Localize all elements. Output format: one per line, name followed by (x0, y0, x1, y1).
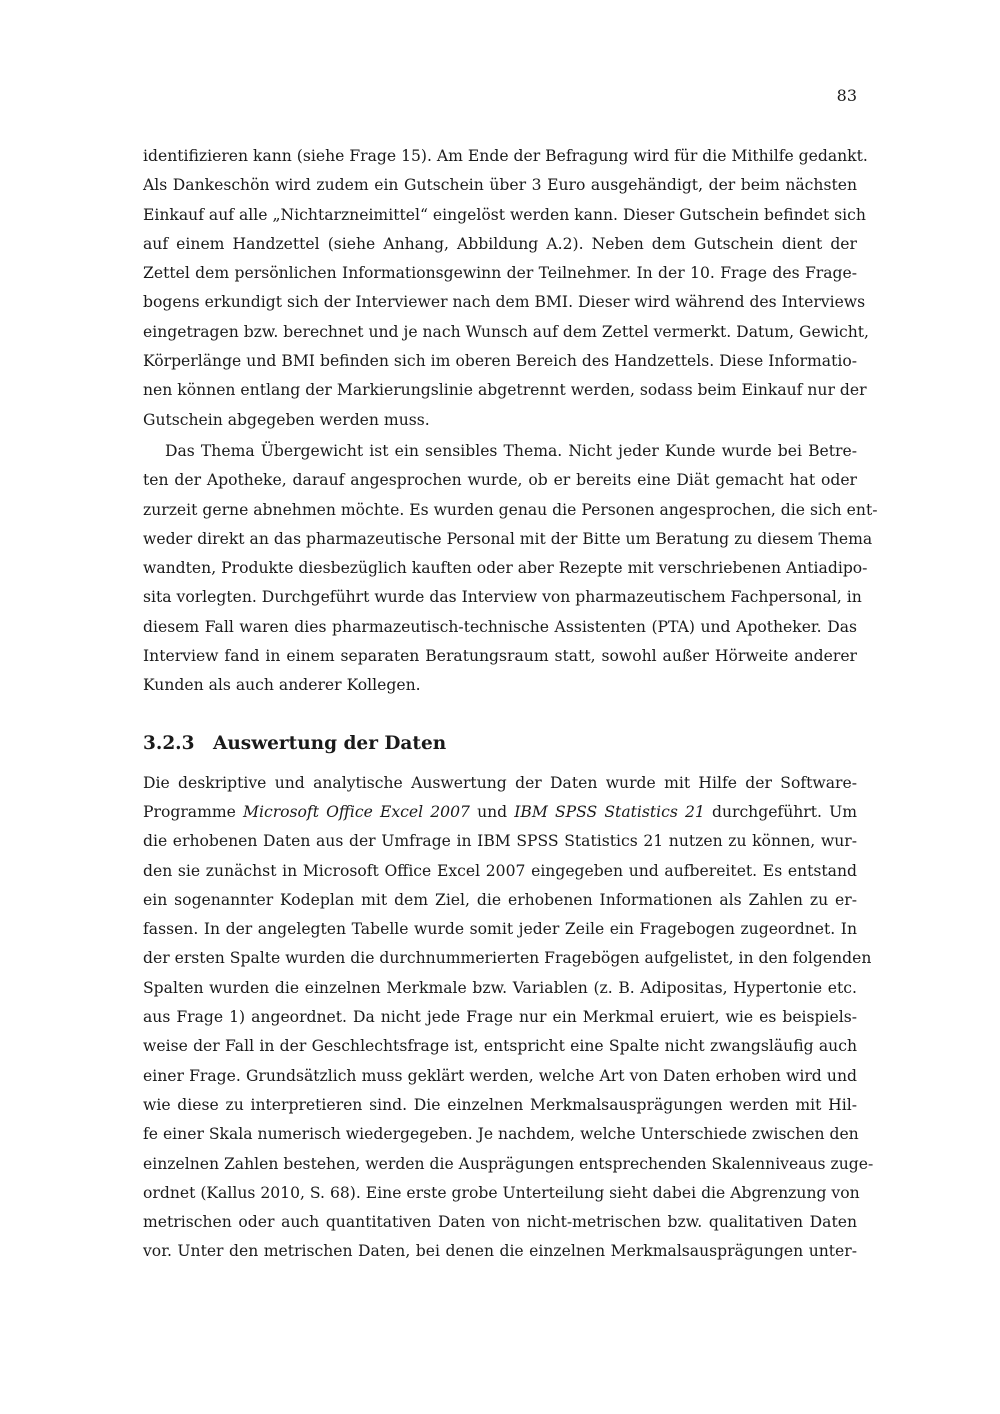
section-number: 3.2.3 (143, 732, 195, 754)
text-line: einzelnen Zahlen bestehen, werden die Ausprägungen entsprechenden Skalenniveaus zuge- (143, 1154, 874, 1173)
text-line: die erhobenen Daten aus der Umfrage in IBM SPSS Statistics 21 nutzen zu können, wur- (143, 832, 857, 851)
text-line: aus Frage 1) angeordnet. Da nicht jede Frage nur ein Merkmal eruiert, wie es beispiels- (143, 1008, 857, 1027)
text-line: auf einem Handzettel (siehe Anhang, Abbildung A.2). Neben dem Gutschein dient der (143, 234, 857, 253)
text-line: Zettel dem persönlichen Informationsgewinn der Teilnehmer. In der 10. Frage des Frage- (143, 264, 857, 283)
text-line: der ersten Spalte wurden die durchnummerierten Fragebögen aufgelistet, in den folgenden (143, 949, 872, 968)
paragraph-intro (143, 142, 870, 435)
text-line: eingetragen bzw. berechnet und je nach Wunsch auf dem Zettel vermerkt. Datum, Gewicht, (143, 322, 870, 341)
text-fragment: durchgeführt. Um (704, 802, 858, 821)
text-line: ordnet (Kallus 2010, S. 68). Eine erste grobe Unterteilung sieht dabei die Abgrenzung von (143, 1183, 860, 1202)
text-line: zurzeit gerne abnehmen möchte. Es wurden genau die Personen angesprochen, die sich ent- (143, 500, 878, 519)
text-line: fe einer Skala numerisch wiedergegeben. Je nachdem, welche Unterschiede zwischen den (143, 1125, 859, 1144)
page-number: 83 (836, 86, 857, 105)
text-line: weise der Fall in der Geschlechtsfrage ist, entspricht eine Spalte nicht zwangsläufig auch (143, 1037, 857, 1056)
text-fragment: und (469, 802, 515, 821)
page-body (143, 142, 878, 1267)
text-line: weder direkt an das pharmazeutische Personal mit der Bitte um Beratung zu diesem Thema (143, 529, 873, 548)
text-line: Körperlänge und BMI befinden sich im oberen Bereich des Handzettels. Diese Informatio- (143, 352, 857, 371)
software-name-excel: Microsoft Office Excel 2007 (243, 802, 470, 821)
text-line: Spalten wurden die einzelnen Merkmale bzw. Variablen (z. B. Adipositas, Hypertonie etc. (143, 978, 857, 997)
software-name-spss: IBM SPSS Statistics 21 (514, 802, 705, 821)
text-line: wandten, Produkte diesbezüglich kauften oder aber Rezepte mit verschriebenen Antiadipo- (143, 559, 868, 578)
paragraph-theme (143, 437, 878, 701)
text-line: Einkauf auf alle „Nichtarzneimittel“ eingelöst werden kann. Dieser Gutschein befindet sich (143, 205, 866, 224)
text-line: Interview fand in einem separaten Beratungsraum statt, sowohl außer Hörweite anderer (143, 647, 857, 666)
text-line: Als Dankeschön wird zudem ein Gutschein über 3 Euro ausgehändigt, der beim nächsten (143, 176, 857, 195)
text-line-software (143, 798, 857, 827)
text-line: wie diese zu interpretieren sind. Die einzelnen Merkmalsausprägungen werden mit Hil- (143, 1095, 857, 1114)
text-line: diesem Fall waren dies pharmazeutisch-technische Assistenten (PTA) und Apotheker. Das (143, 617, 857, 636)
paragraph-evaluation (143, 769, 874, 1267)
text-fragment: Programme (143, 802, 243, 821)
text-line: einer Frage. Grundsätzlich muss geklärt werden, welche Art von Daten erhoben wird und (143, 1066, 857, 1085)
text-line: Die deskriptive und analytische Auswertung der Daten wurde mit Hilfe der Software- (143, 773, 857, 792)
text-line: den sie zunächst in Microsoft Office Excel 2007 eingegeben und aufbereitet. Es entstand (143, 861, 857, 880)
text-line: Kunden als auch anderer Kollegen. (143, 676, 421, 695)
section-heading (143, 731, 857, 757)
text-line: Das Thema Übergewicht ist ein sensibles Thema. Nicht jeder Kunde wurde bei Betre- (165, 441, 857, 460)
section-title: Auswertung der Daten (213, 732, 447, 754)
text-line: ein sogenannter Kodeplan mit dem Ziel, die erhobenen Informationen als Zahlen zu er- (143, 890, 857, 909)
text-line: identifizieren kann (siehe Frage 15). Am Ende der Befragung wird für die Mithilfe gedankt. (143, 147, 868, 165)
text-line: sita vorlegten. Durchgeführt wurde das Interview von pharmazeutischem Fachpersonal, in (143, 588, 862, 607)
text-line: bogens erkundigt sich der Interviewer nach dem BMI. Dieser wird während des Interviews (143, 293, 866, 312)
text-line: fassen. In der angelegten Tabelle wurde somit jeder Zeile ein Fragebogen zugeordnet. In (143, 920, 857, 939)
text-line: Gutschein abgegeben werden muss. (143, 410, 430, 429)
text-line: metrischen oder auch quantitativen Daten von nicht-metrischen bzw. qualitativen Daten (143, 1213, 857, 1232)
text-line: nen können entlang der Markierungslinie abgetrennt werden, sodass beim Einkauf nur der (143, 381, 867, 400)
text-line: ten der Apotheke, darauf angesprochen wurde, ob er bereits eine Diät gemacht hat oder (143, 471, 857, 490)
text-line: vor. Unter den metrischen Daten, bei denen die einzelnen Merkmalsausprägungen unter- (143, 1242, 857, 1261)
